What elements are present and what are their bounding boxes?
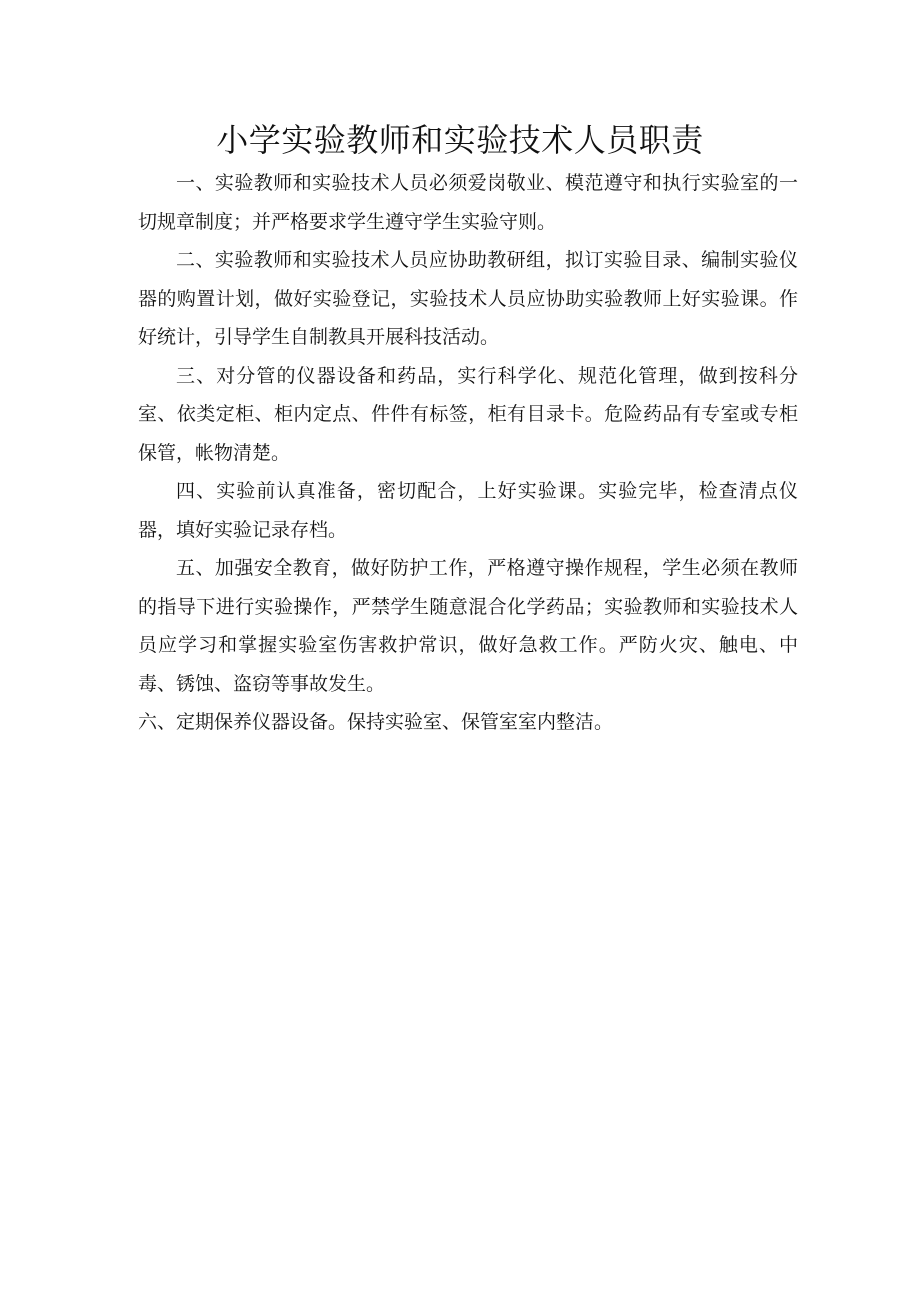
paragraph-5: 五、加强安全教育，做好防护工作，严格遵守操作规程，学生必须在教师的指导下进行实验操作，严禁学生随意混合化学药品；实验教师和实验技术人员应学习和掌握实验室伤害救护常识，做好急救工作。严防火灾、触电、中毒、锈蚀、盗窃等事故发生。 [138, 557, 798, 695]
paragraph-3: 三、对分管的仪器设备和药品，实行科学化、规范化管理，做到按科分室、依类定柜、柜内定点、件件有标签，柜有目录卡。危险药品有专室或专柜保管，帐物清楚。 [138, 364, 798, 464]
paragraph-2: 二、实验教师和实验技术人员应协助教研组，拟订实验目录、编制实验仪器的购置计划，做好实验登记，实验技术人员应协助实验教师上好实验课。作好统计，引导学生自制教具开展科技活动。 [138, 249, 798, 348]
document-body [138, 164, 798, 742]
paragraph-6: 六、定期保养仪器设备。保持实验室、保管室室内整洁。 [138, 711, 614, 733]
document-title: 小学实验教师和实验技术人员职责 [216, 121, 704, 159]
paragraph-1: 一、实验教师和实验技术人员必须爱岗敬业、模范遵守和执行实验室的一切规章制度；并严格要求学生遵守学生实验守则。 [138, 172, 798, 233]
paragraph-4: 四、实验前认真准备，密切配合，上好实验课。实验完毕，检查清点仪器，填好实验记录存档。 [138, 480, 798, 541]
